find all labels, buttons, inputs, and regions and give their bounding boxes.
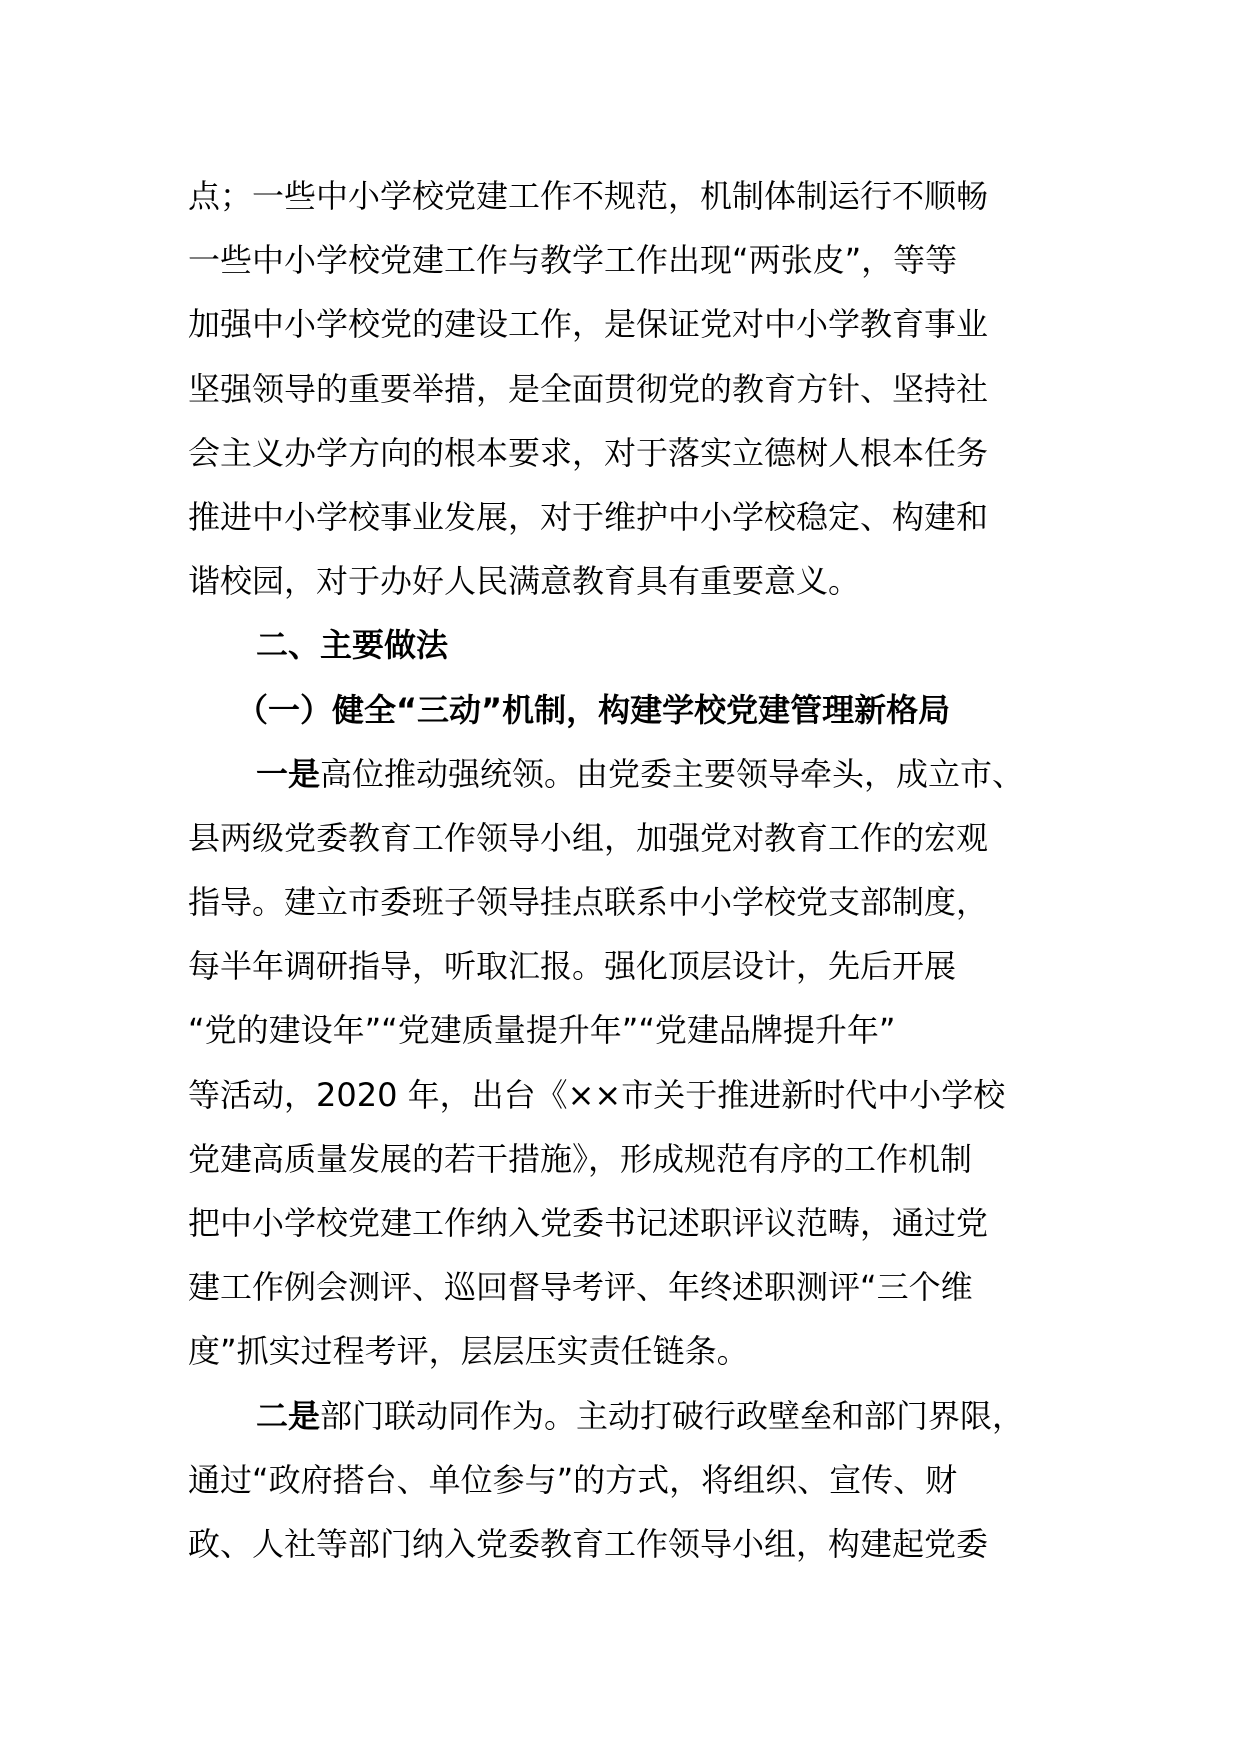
paragraph-first-line	[188, 742, 1068, 806]
text-line: 政、人社等部门纳入党委教育工作领导小组，构建起党委	[188, 1524, 989, 1563]
text-line: 等活动，2020 年，出台《××市关于推进新时代中小学校	[188, 1075, 1006, 1114]
paragraph-lead: 二是	[256, 1396, 321, 1435]
text-line: 会主义办学方向的根本要求，对于落实立德树人根本任务	[188, 433, 989, 472]
document-body	[188, 164, 1068, 1576]
sub-heading: （一）健全“三动”机制，构建学校党建管理新格局	[236, 690, 951, 729]
text-line: 一些中小学校党建工作与教学工作出现“两张皮”，等等	[188, 241, 958, 280]
text-line: 党建高质量发展的若干措施》，形成规范有序的工作机制	[188, 1139, 973, 1178]
paragraph-text: 高位推动强统领。由党委主要领导牵头，成立市、	[320, 754, 1025, 793]
paragraph-lead: 一是	[256, 754, 321, 793]
paragraph-text: 部门联动同作为。主动打破行政壁垒和部门界限，	[320, 1396, 1025, 1435]
text-line: 推进中小学校事业发展，对于维护中小学校稳定、构建和	[188, 497, 989, 536]
text-line: 度”抓实过程考评，层层压实责任链条。	[188, 1332, 749, 1371]
text-line: 谐校园，对于办好人民满意教育具有重要意义。	[188, 562, 861, 601]
paragraph-first-line	[188, 1384, 1068, 1448]
text-line: 县两级党委教育工作领导小组，加强党对教育工作的宏观	[188, 818, 989, 857]
section-heading: 二、主要做法	[256, 626, 449, 665]
text-line: 坚强领导的重要举措，是全面贯彻党的教育方针、坚持社	[188, 369, 989, 408]
text-line: 把中小学校党建工作纳入党委书记述职评议范畴，通过党	[188, 1204, 989, 1242]
text-line: 通过“政府搭台、单位参与”的方式，将组织、宣传、财	[188, 1460, 958, 1499]
text-line: 每半年调研指导，听取汇报。强化顶层设计，先后开展	[188, 947, 957, 986]
text-line: “党的建设年”“党建质量提升年”“党建品牌提升年”	[188, 1011, 896, 1050]
text-line: 点；一些中小学校党建工作不规范，机制体制运行不顺畅	[188, 177, 989, 215]
text-line: 指导。建立市委班子领导挂点联系中小学校党支部制度，	[188, 883, 989, 922]
text-line: 加强中小学校党的建设工作，是保证党对中小学教育事业	[188, 305, 989, 344]
text-line: 建工作例会测评、巡回督导考评、年终述职测评“三个维	[188, 1268, 973, 1307]
